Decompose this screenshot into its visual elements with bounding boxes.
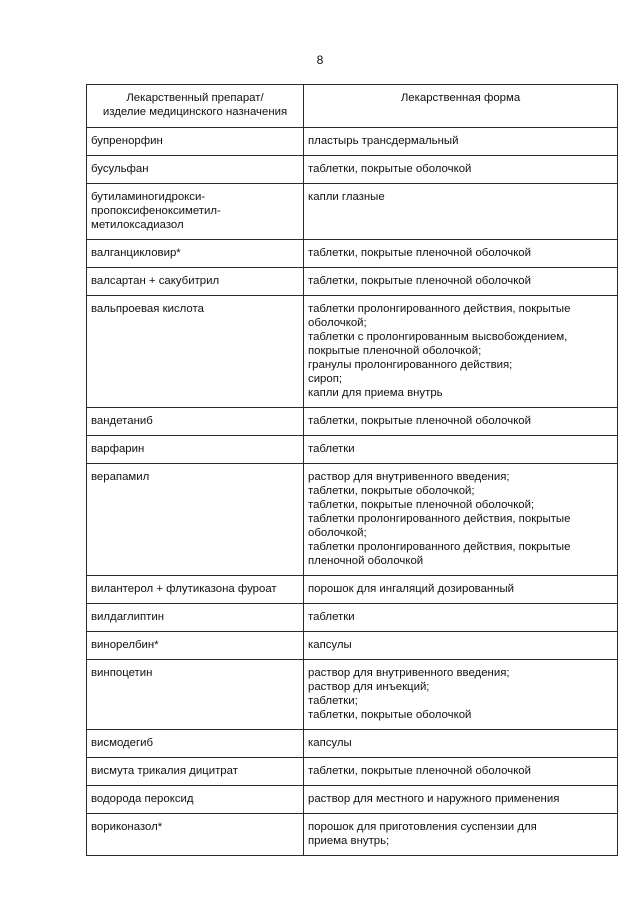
table-row [87,128,618,156]
dosage-form-line: порошок для приготовления суспензии для [308,821,537,833]
dosage-form-line: капли глазные [308,191,385,203]
table-row [87,296,618,408]
dosage-form-line: таблетки; [308,695,358,707]
drug-name-cell [87,632,304,660]
table-row [87,268,618,296]
dosage-form-cell [304,730,618,758]
drug-name-line: висмодегиб [91,737,154,749]
drug-name-cell [87,814,304,856]
dosage-form-line: оболочкой; [308,317,367,329]
dosage-form-line: пленочной оболочкой [308,555,424,567]
table-row [87,730,618,758]
drug-name-line: винпоцетин [91,667,153,679]
dosage-form-line: таблетки, покрытые пленочной оболочкой [308,247,532,259]
drug-name-cell [87,436,304,464]
dosage-form-line: покрытые пленочной оболочкой; [308,345,482,357]
page-number: 8 [316,53,324,67]
dosage-form-line: таблетки, покрытые пленочной оболочкой [308,765,532,777]
dosage-form-line: раствор для внутривенного введения; [308,667,510,679]
dosage-form-cell [304,660,618,730]
drug-name-line: валсартан + сакубитрил [91,275,220,287]
dosage-form-line: таблетки, покрытые пленочной оболочкой; [308,499,535,511]
drug-name-line: бупренорфин [91,135,163,147]
drug-name-cell [87,408,304,436]
header-drug-line: Лекарственный препарат/ [126,92,264,104]
dosage-form-line: приема внутрь; [308,835,390,847]
table-row [87,436,618,464]
drug-name-line: вальпроевая кислота [91,303,204,315]
dosage-form-line: гранулы пролонгированного действия; [308,359,513,371]
table-body [87,128,618,856]
dosage-form-cell [304,268,618,296]
dosage-form-line: таблетки пролонгированного действия, покрытые [308,513,571,525]
table-row [87,408,618,436]
table-row [87,660,618,730]
header-form [304,85,618,128]
drug-name-line: валганцикловир* [91,247,181,259]
dosage-form-line: таблетки, покрытые оболочкой [308,709,472,721]
dosage-form-line: сироп; [308,373,343,385]
table-row [87,604,618,632]
dosage-form-line: таблетки, покрытые оболочкой; [308,485,475,497]
dosage-form-line: раствор для внутривенного введения; [308,471,510,483]
header-drug-line: изделие медицинского назначения [102,106,288,118]
table-row [87,814,618,856]
drug-name-line: варфарин [91,443,145,455]
table-row [87,184,618,240]
drug-name-cell [87,660,304,730]
dosage-form-cell [304,184,618,240]
drug-name-cell [87,576,304,604]
dosage-form-line: таблетки пролонгированного действия, покрытые [308,541,571,553]
table-row [87,240,618,268]
dosage-form-cell [304,296,618,408]
dosage-form-line: таблетки [308,443,355,455]
table-header-row [87,85,618,128]
dosage-form-cell [304,758,618,786]
dosage-form-line: раствор для инъекций; [308,681,430,693]
drug-name-line: бусульфан [91,163,149,175]
drug-name-cell [87,464,304,576]
drug-name-line: пропоксифеноксиметил- [91,205,221,217]
dosage-form-line: капсулы [308,737,352,749]
dosage-form-cell [304,464,618,576]
table-row [87,576,618,604]
dosage-form-line: таблетки пролонгированного действия, покрытые [308,303,571,315]
dosage-form-line: таблетки, покрытые пленочной оболочкой [308,275,532,287]
dosage-form-line: раствор для местного и наружного применения [308,793,560,805]
dosage-form-cell [304,814,618,856]
dosage-form-line: оболочкой; [308,527,367,539]
drug-name-line: бутиламиногидрокси- [91,191,206,203]
table-row [87,156,618,184]
dosage-form-cell [304,576,618,604]
dosage-form-line: порошок для ингаляций дозированный [308,583,515,595]
header-drug [87,85,304,128]
drug-name-cell [87,156,304,184]
dosage-form-cell [304,786,618,814]
drug-name-line: метилоксадиазол [91,219,184,231]
drug-name-line: вандетаниб [91,415,153,427]
drug-name-cell [87,758,304,786]
drug-name-line: винорелбин* [91,639,159,651]
drug-name-line: водорода пероксид [91,793,194,805]
drug-name-cell [87,604,304,632]
drug-name-line: вилантерол + флутиказона фуроат [91,583,277,595]
drug-table [86,84,618,856]
dosage-form-cell [304,128,618,156]
header-form-line: Лекарственная форма [400,92,521,104]
drug-name-line: висмута трикалия дицитрат [91,765,238,777]
dosage-form-line: капсулы [308,639,352,651]
table-row [87,758,618,786]
dosage-form-line: капли для приема внутрь [308,387,443,399]
drug-name-line: вилдаглиптин [91,611,164,623]
drug-name-cell [87,268,304,296]
drug-name-cell [87,128,304,156]
drug-name-line: вориконазол* [91,821,163,833]
dosage-form-cell [304,632,618,660]
drug-name-cell [87,786,304,814]
dosage-form-line: пластырь трансдермальный [308,135,459,147]
dosage-form-cell [304,408,618,436]
dosage-form-line: таблетки, покрытые пленочной оболочкой [308,415,532,427]
drug-name-cell [87,730,304,758]
dosage-form-cell [304,604,618,632]
table-row [87,464,618,576]
drug-name-cell [87,296,304,408]
drug-name-cell [87,184,304,240]
dosage-form-cell [304,436,618,464]
dosage-form-cell [304,240,618,268]
drug-name-cell [87,240,304,268]
dosage-form-cell [304,156,618,184]
dosage-form-line: таблетки [308,611,355,623]
dosage-form-line: таблетки с пролонгированным высвобождением, [308,331,568,343]
table-row [87,632,618,660]
dosage-form-line: таблетки, покрытые оболочкой [308,163,472,175]
drug-name-line: верапамил [91,471,150,483]
table-row [87,786,618,814]
